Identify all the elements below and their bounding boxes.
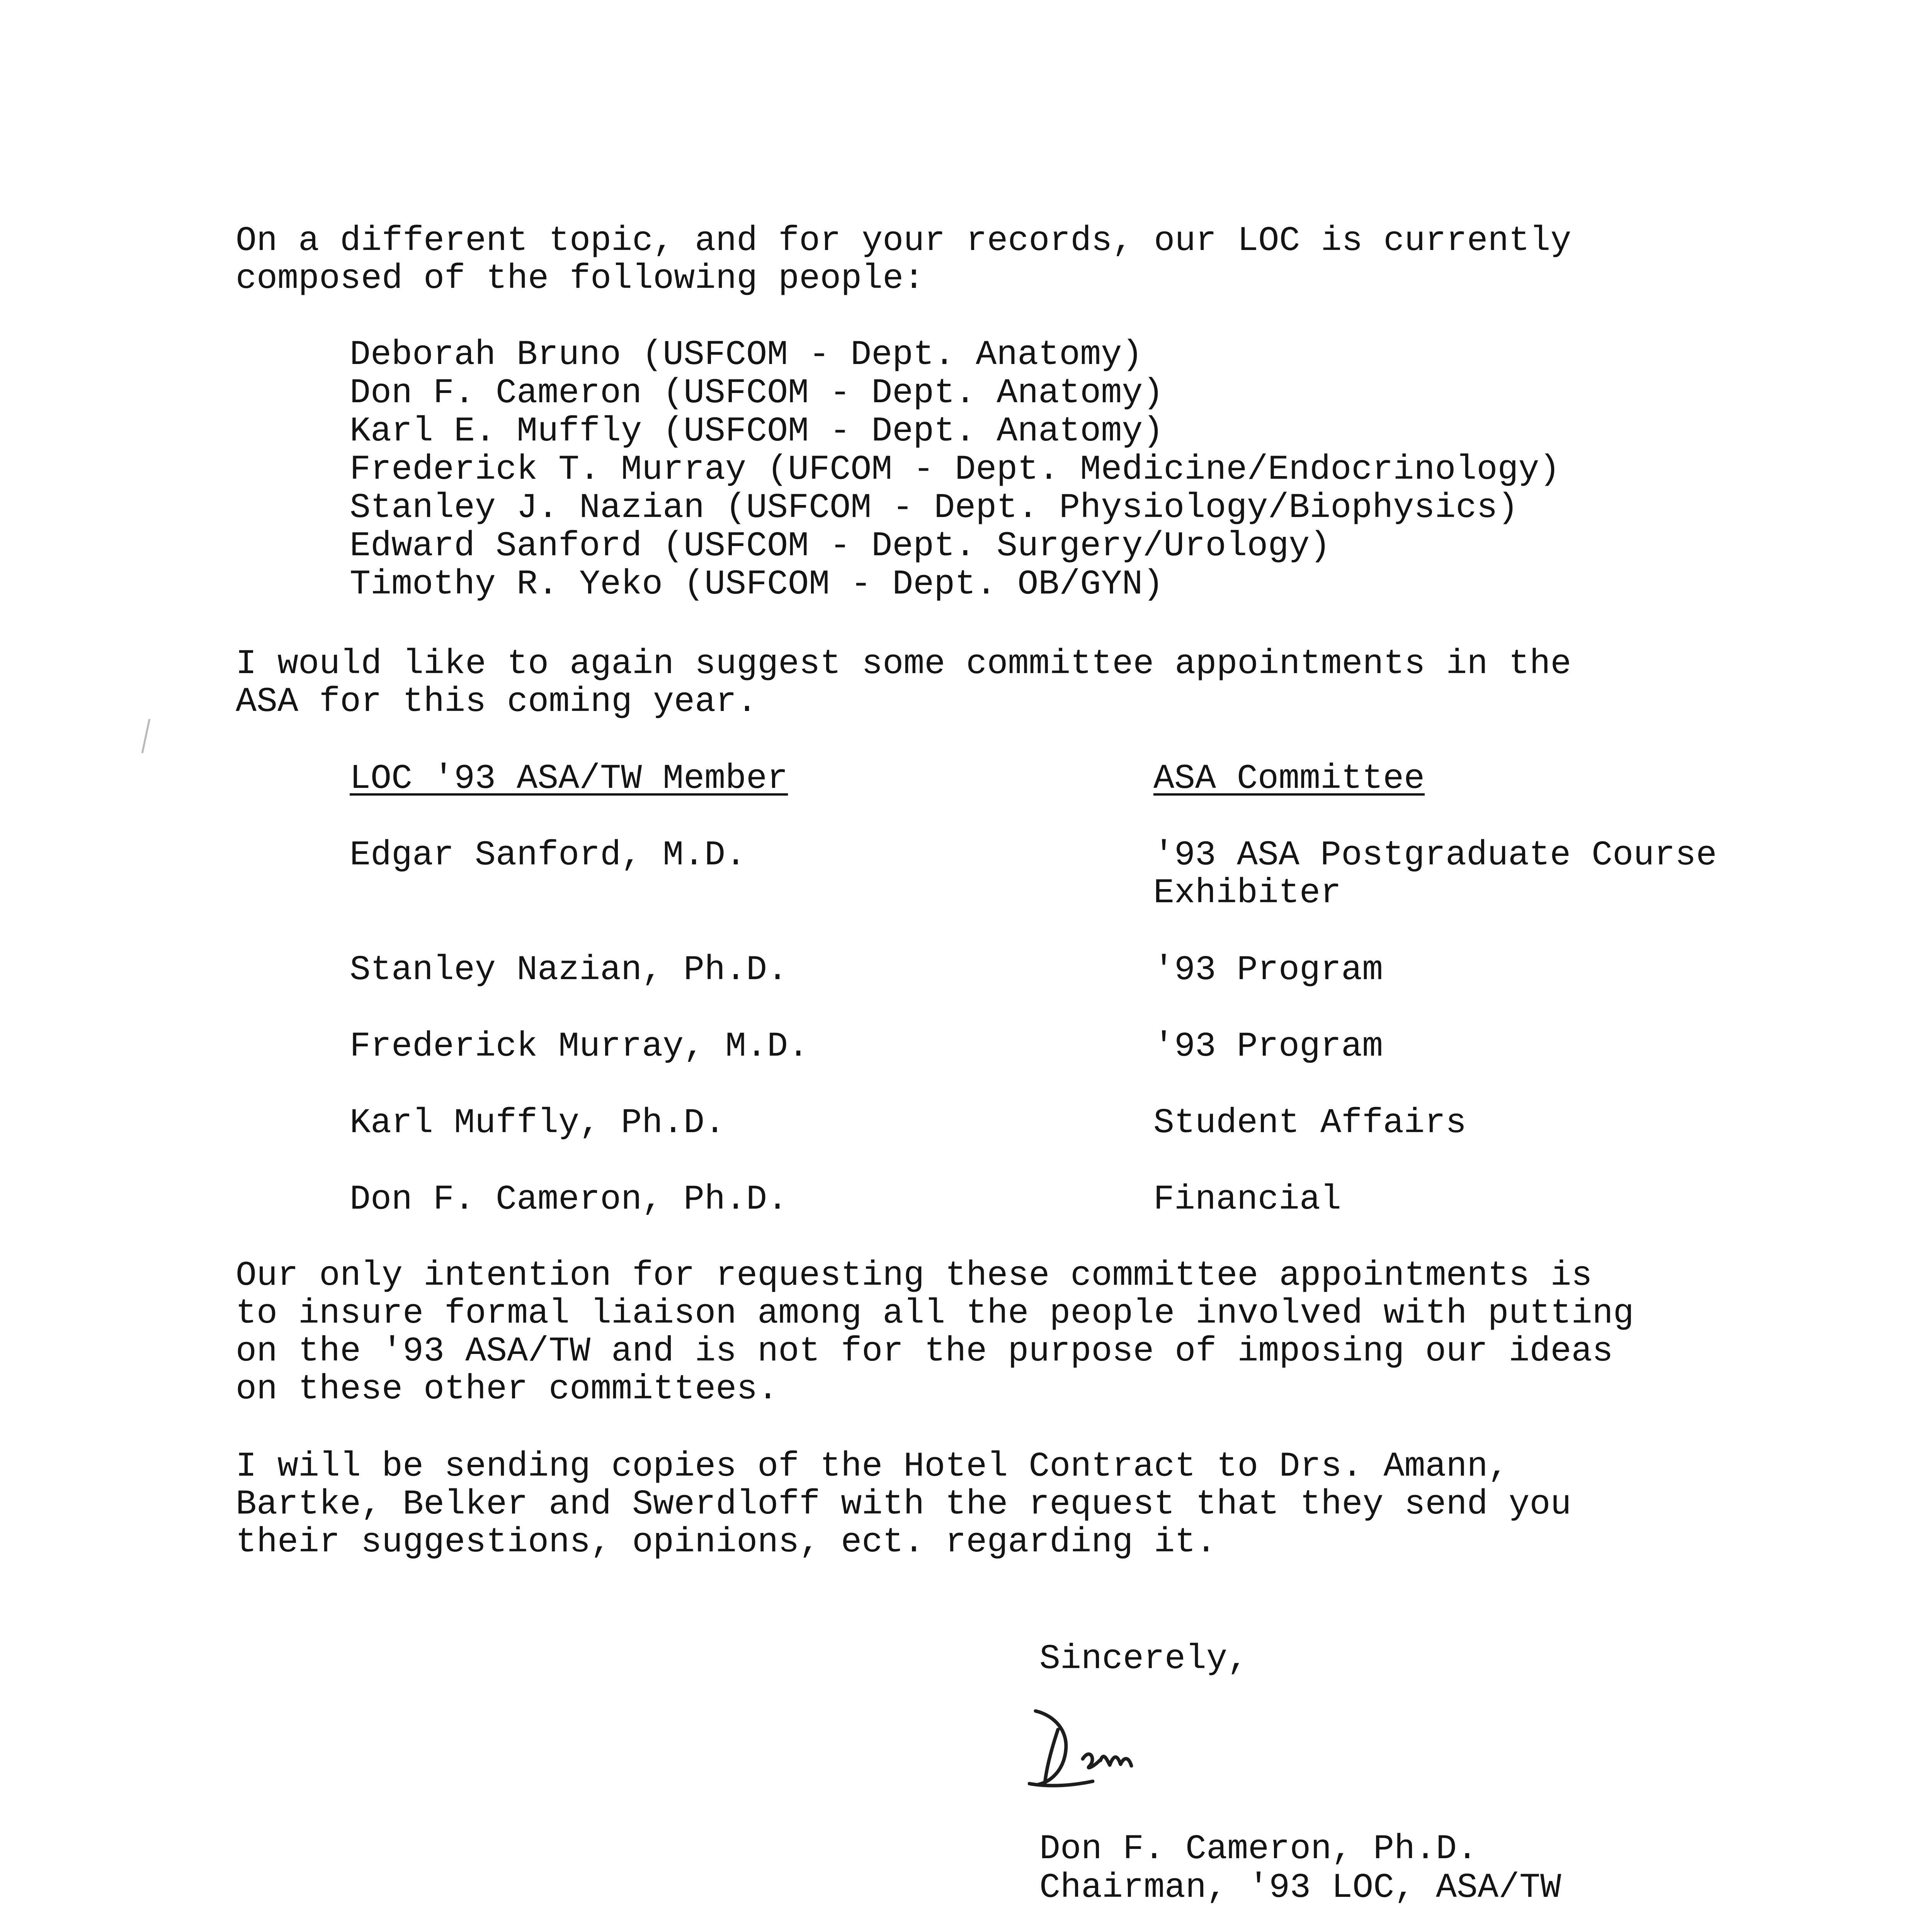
loc-member: Timothy R. Yeko (USFCOM - Dept. OB/GYN): [350, 565, 1164, 604]
appointment-member: Edgar Sanford, M.D.: [350, 836, 747, 875]
member-column-header: LOC '93 ASA/TW Member: [350, 759, 788, 799]
closing-salutation: Sincerely,: [1039, 1639, 1248, 1679]
appointment-member: Don F. Cameron, Ph.D.: [350, 1180, 788, 1219]
loc-member: Don F. Cameron (USFCOM - Dept. Anatomy): [350, 374, 1164, 413]
appointment-committee: [1153, 837, 1717, 912]
paragraph-line: to insure formal liaison among all the people involved with putting: [236, 1294, 1634, 1333]
appointment-member: Frederick Murray, M.D.: [350, 1027, 809, 1066]
scan-mark: [141, 719, 151, 753]
loc-member: Frederick T. Murray (UFCOM - Dept. Medicine/Endocrinology): [350, 450, 1560, 490]
paragraph-line: Bartke, Belker and Swerdloff with the request that they send you: [236, 1485, 1571, 1524]
intro-paragraph: [236, 222, 1731, 298]
paragraph-line: on the '93 ASA/TW and is not for the purpose of imposing our ideas: [236, 1332, 1613, 1371]
appointment-member: Stanley Nazian, Ph.D.: [350, 951, 788, 990]
appointment-committee: '93 Program: [1153, 951, 1383, 990]
hotel-paragraph: [236, 1448, 1731, 1561]
suggest-paragraph: [236, 645, 1731, 721]
appointment-committee: Student Affairs: [1153, 1104, 1467, 1143]
signer-name: Don F. Cameron, Ph.D.: [1039, 1830, 1478, 1869]
committee-column-header: ASA Committee: [1153, 759, 1425, 799]
loc-member: Edward Sanford (USFCOM - Dept. Surgery/Urology): [350, 527, 1331, 566]
signature: [1028, 1708, 1206, 1804]
paragraph-line: ASA for this coming year.: [236, 682, 758, 722]
loc-member-list: [350, 336, 1560, 604]
appointment-committee: '93 Program: [1153, 1027, 1383, 1066]
paragraph-line: on these other committees.: [236, 1370, 779, 1409]
signer-title: Chairman, '93 LOC, ASA/TW: [1039, 1868, 1561, 1908]
loc-member: Deborah Bruno (USFCOM - Dept. Anatomy): [350, 335, 1143, 375]
intention-paragraph: [236, 1257, 1731, 1408]
paragraph-line: composed of the following people:: [236, 259, 925, 299]
committee-line: '93 ASA Postgraduate Course: [1153, 836, 1717, 875]
committee-line: Exhibiter: [1153, 874, 1342, 913]
paragraph-line: I will be sending copies of the Hotel Contract to Drs. Amann,: [236, 1447, 1509, 1486]
loc-member: Stanley J. Nazian (USFCOM - Dept. Physiology/Biophysics): [350, 488, 1519, 528]
paragraph-line: their suggestions, opinions, ect. regarding it.: [236, 1523, 1217, 1562]
paragraph-line: I would like to again suggest some committee appointments in the: [236, 645, 1571, 684]
loc-member: Karl E. Muffly (USFCOM - Dept. Anatomy): [350, 412, 1164, 451]
paragraph-line: Our only intention for requesting these committee appointments is: [236, 1256, 1592, 1296]
appointment-committee: Financial: [1153, 1180, 1342, 1219]
appointment-member: Karl Muffly, Ph.D.: [350, 1104, 726, 1143]
paragraph-line: On a different topic, and for your records, our LOC is currently: [236, 221, 1571, 261]
